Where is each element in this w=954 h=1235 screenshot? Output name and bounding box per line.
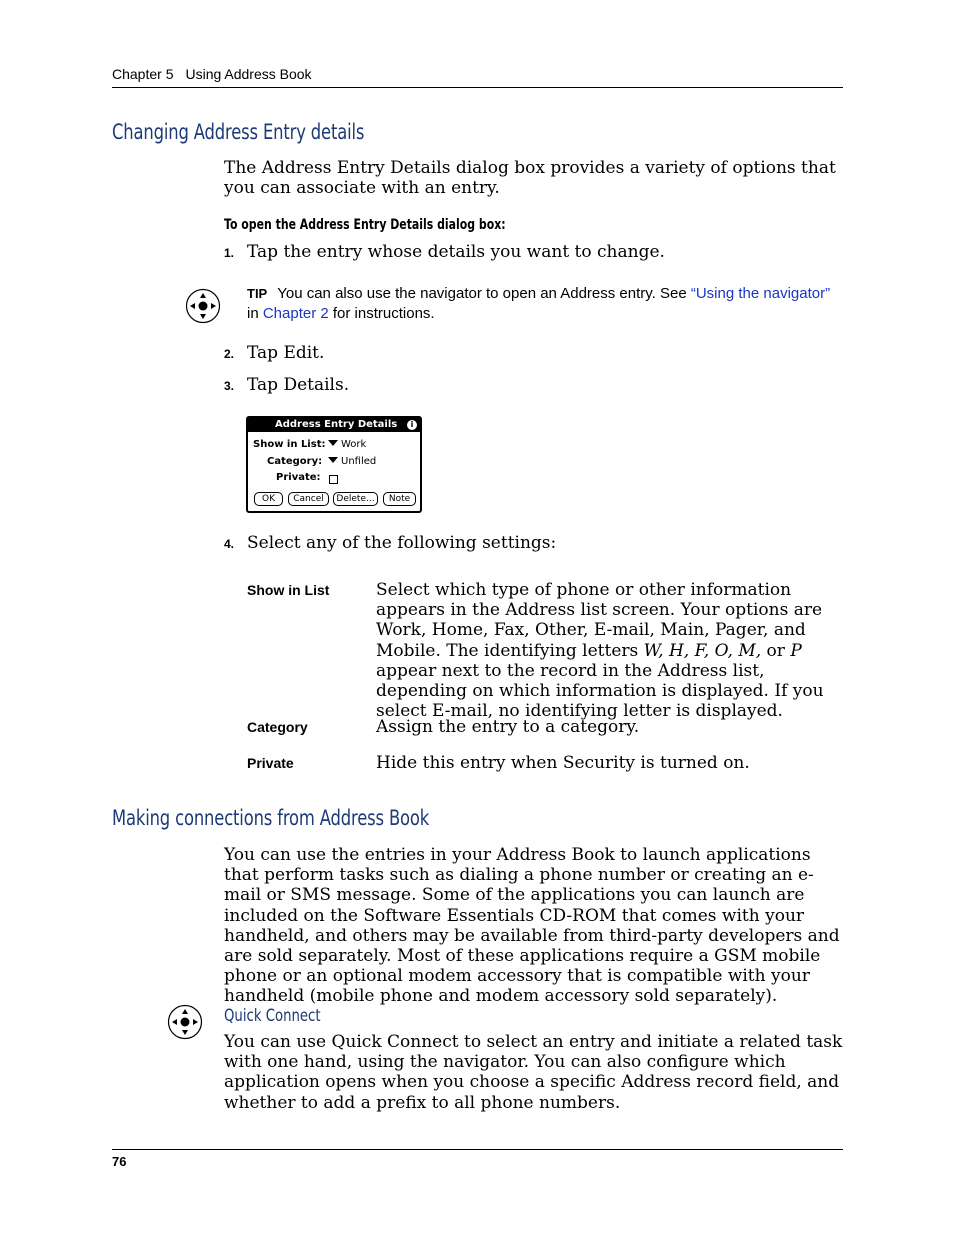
private-label: Private: xyxy=(276,472,321,483)
tip-text-mid: in xyxy=(247,304,263,322)
note-button[interactable]: Note xyxy=(383,492,416,506)
dialog-title: Address Entry Details xyxy=(275,419,398,430)
tip-text-before: You can also use the navigator to open an Address entry. See xyxy=(277,285,691,302)
delete-button[interactable]: Delete... xyxy=(333,492,378,506)
category-dropdown[interactable]: Unfiled xyxy=(328,456,376,467)
step-number: 1. xyxy=(224,246,235,260)
step-text: Tap Edit. xyxy=(247,343,325,363)
address-entry-details-dialog xyxy=(246,416,422,513)
tip-label: TIP xyxy=(247,286,268,301)
header-title: Using Address Book xyxy=(185,66,312,82)
cancel-button[interactable]: Cancel xyxy=(288,492,329,506)
link-chapter-2[interactable]: Chapter 2 xyxy=(262,304,329,322)
setting-term-show-in-list: Show in List xyxy=(247,582,330,598)
step-text: Tap the entry whose details you want to change. xyxy=(247,242,665,262)
private-checkbox[interactable] xyxy=(329,475,338,484)
section-heading-making-connections: Making connections from Address Book xyxy=(112,806,430,830)
show-in-list-dropdown[interactable]: Work xyxy=(328,439,366,450)
connections-paragraph: You can use the entries in your Address Book to launch applications that perform tasks such as dialing a phone number or creating an e-mail or SMS message. Some of the applications you can launch are included on the Software Essentials CD-ROM that comes with your handheld, and others may be available from third-party developers and are sold separately. Most of these applications require a GSM mobile phone or an optional modem accessory that is compatible with your handheld (mobile phone and modem accessory sold separately). xyxy=(224,845,840,1007)
header-rule xyxy=(112,87,843,88)
navigator-icon xyxy=(185,288,221,324)
subheading-quick-connect: Quick Connect xyxy=(224,1006,321,1026)
procedure-heading: To open the Address Entry Details dialog box: xyxy=(224,217,506,233)
setting-desc-show-in-list: Select which type of phone or other information appears in the Address list screen. Your options are Work, Home, Fax, Other, E-mail, Main, Pager, and Mobile. The identifying letters W, H, F, O, M, or P appear next to the record in the Address list, depending on which information is displayed. If you select E-mail, no identifying letter is displayed. xyxy=(376,580,824,722)
tip-note xyxy=(247,284,837,323)
section-heading-changing-details: Changing Address Entry details xyxy=(112,120,365,144)
dropdown-arrow-icon xyxy=(328,457,338,463)
link-using-the-navigator[interactable]: “Using the navigator” xyxy=(690,285,831,302)
running-header xyxy=(112,66,312,82)
step-text: Select any of the following settings: xyxy=(247,533,557,553)
header-chapter: Chapter 5 xyxy=(112,66,174,82)
step-number: 3. xyxy=(224,379,235,393)
category-label: Category: xyxy=(267,456,323,467)
navigator-icon xyxy=(167,1004,203,1040)
page-number: 76 xyxy=(112,1154,127,1169)
footer-rule xyxy=(112,1149,843,1150)
quick-connect-paragraph: You can use Quick Connect to select an entry and initiate a related task with one hand, using the navigator. You can also configure which application opens when you choose a specific Address record field, and whether to add a prefix to all phone numbers. xyxy=(224,1032,843,1113)
setting-term-category: Category xyxy=(247,719,308,735)
tip-text-after: for instructions. xyxy=(328,304,435,322)
dialog-title-bar xyxy=(248,418,420,432)
step-number: 2. xyxy=(224,347,235,361)
step-number: 4. xyxy=(224,537,235,551)
setting-term-private: Private xyxy=(247,755,294,771)
setting-desc-private: Hide this entry when Security is turned on. xyxy=(376,753,750,773)
ok-button[interactable]: OK xyxy=(254,492,283,506)
show-in-list-label: Show in List: xyxy=(253,439,326,450)
info-icon[interactable]: i xyxy=(407,420,417,430)
dropdown-arrow-icon xyxy=(328,440,338,446)
setting-desc-category: Assign the entry to a category. xyxy=(376,717,640,737)
intro-paragraph: The Address Entry Details dialog box provides a variety of options that you can associate with an entry. xyxy=(224,158,836,199)
step-text: Tap Details. xyxy=(247,375,350,395)
